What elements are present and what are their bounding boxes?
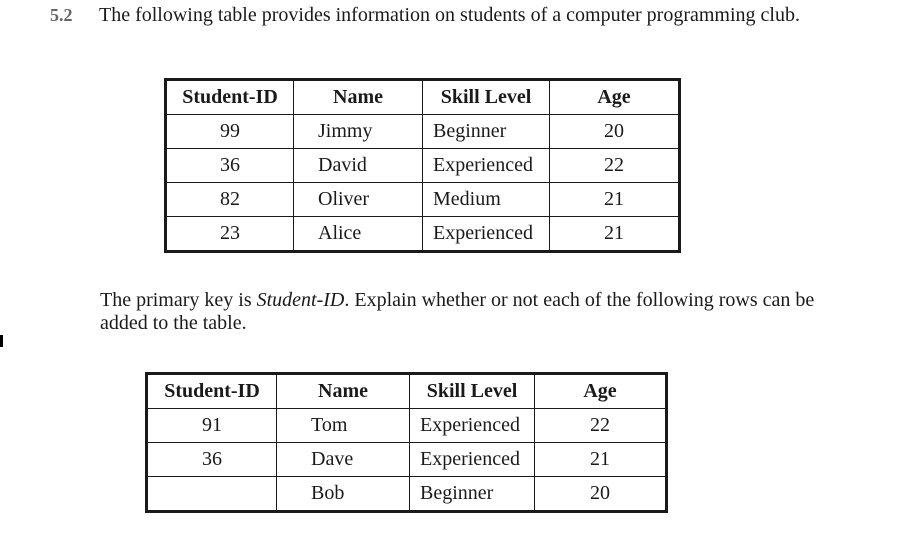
cell-skill-level: Experienced [410, 443, 535, 477]
paragraph-text-after: . Explain whether or not each of the following rows can be added to the table. [100, 289, 815, 334]
cell-name: Bob [277, 477, 410, 512]
column-header-student-id: Student-ID [147, 374, 277, 409]
cell-skill-level: Experienced [423, 217, 550, 252]
cell-student-id: 36 [147, 443, 277, 477]
cell-age: 22 [550, 149, 680, 183]
cell-name: Oliver [294, 183, 423, 217]
cell-name: Tom [277, 409, 410, 443]
column-header-student-id: Student-ID [166, 80, 294, 115]
table-row [166, 217, 680, 252]
cell-student-id: 91 [147, 409, 277, 443]
cell-skill-level: Medium [423, 183, 550, 217]
margin-marker [0, 335, 3, 347]
table-row [147, 443, 667, 477]
cell-skill-level: Beginner [423, 115, 550, 149]
cell-age: 21 [550, 217, 680, 252]
cell-skill-level: Experienced [423, 149, 550, 183]
cell-student-id: 82 [166, 183, 294, 217]
cell-student-id: 23 [166, 217, 294, 252]
column-header-skill-level: Skill Level [410, 374, 535, 409]
cell-age: 20 [550, 115, 680, 149]
column-header-name: Name [294, 80, 423, 115]
cell-age: 21 [535, 443, 667, 477]
cell-student-id [147, 477, 277, 512]
question-text: The following table provides information on students of a computer programming club. [99, 4, 800, 26]
question-number: 5.2 [50, 5, 73, 25]
table-row [147, 477, 667, 512]
table-row [166, 115, 680, 149]
cell-name: Dave [277, 443, 410, 477]
table-row [147, 409, 667, 443]
cell-name: David [294, 149, 423, 183]
table-header-row [147, 374, 667, 409]
column-header-age: Age [550, 80, 680, 115]
table-header-row [166, 80, 680, 115]
column-header-skill-level: Skill Level [423, 80, 550, 115]
cell-student-id: 36 [166, 149, 294, 183]
cell-age: 21 [550, 183, 680, 217]
instruction-paragraph [100, 289, 860, 335]
cell-name: Jimmy [294, 115, 423, 149]
cell-student-id: 99 [166, 115, 294, 149]
column-header-age: Age [535, 374, 667, 409]
table-row [166, 149, 680, 183]
table-row [166, 183, 680, 217]
candidate-rows-table [145, 372, 668, 513]
paragraph-primary-key: Student-ID [256, 289, 345, 311]
cell-age: 22 [535, 409, 667, 443]
paragraph-text-before: The primary key is [100, 289, 257, 311]
column-header-name: Name [277, 374, 410, 409]
cell-name: Alice [294, 217, 423, 252]
students-table [164, 78, 681, 253]
cell-age: 20 [535, 477, 667, 512]
cell-skill-level: Beginner [410, 477, 535, 512]
cell-skill-level: Experienced [410, 409, 535, 443]
